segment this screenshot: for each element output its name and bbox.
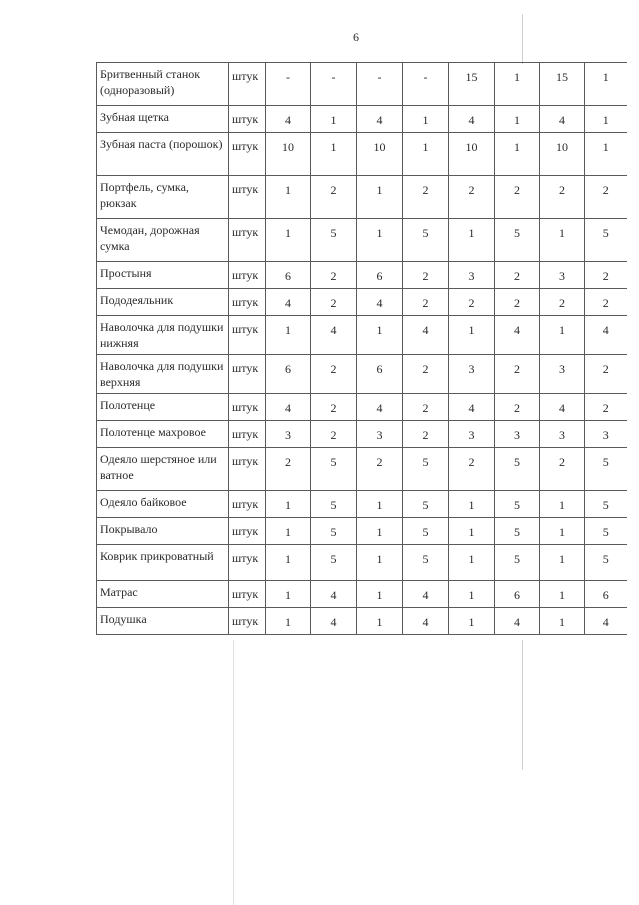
value-cell: 2	[403, 262, 449, 289]
value-cell: 2	[540, 289, 585, 316]
value-cell: 4	[311, 581, 357, 608]
unit-cell: штук	[229, 518, 266, 545]
table-row	[97, 289, 627, 316]
value-cell: 4	[449, 106, 495, 133]
item-name-cell: Портфель, сумка, рюкзак	[97, 176, 229, 219]
value-cell: 2	[495, 289, 540, 316]
unit-cell: штук	[229, 106, 266, 133]
value-cell: 5	[495, 545, 540, 581]
table-row	[97, 133, 627, 176]
value-cell: 5	[311, 448, 357, 491]
value-cell: 1	[449, 608, 495, 635]
value-cell: 2	[311, 355, 357, 394]
value-cell: 5	[403, 448, 449, 491]
value-cell: 1	[540, 219, 585, 262]
table-row	[97, 581, 627, 608]
value-cell: 3	[449, 355, 495, 394]
item-name-cell: Полотенце	[97, 394, 229, 421]
value-cell: 2	[266, 448, 311, 491]
value-cell: 6	[357, 262, 403, 289]
value-cell: 4	[357, 289, 403, 316]
scan-artifact-line	[522, 14, 523, 64]
value-cell: 15	[449, 63, 495, 106]
table-row	[97, 176, 627, 219]
value-cell: 1	[449, 491, 495, 518]
item-name-cell: Полотенце махровое	[97, 421, 229, 448]
value-cell: 10	[449, 133, 495, 176]
value-cell: 1	[449, 545, 495, 581]
value-cell: -	[403, 63, 449, 106]
value-cell: 4	[495, 608, 540, 635]
value-cell: 1	[266, 176, 311, 219]
unit-cell: штук	[229, 355, 266, 394]
value-cell: 1	[495, 63, 540, 106]
value-cell: 3	[540, 355, 585, 394]
value-cell: 5	[311, 219, 357, 262]
value-cell: 1	[540, 581, 585, 608]
value-cell: 2	[311, 394, 357, 421]
item-name-cell: Матрас	[97, 581, 229, 608]
value-cell: 2	[403, 421, 449, 448]
value-cell: 1	[311, 106, 357, 133]
value-cell: 2	[449, 176, 495, 219]
item-name-cell: Пододеяльник	[97, 289, 229, 316]
value-cell: 1	[357, 581, 403, 608]
unit-cell: штук	[229, 219, 266, 262]
value-cell: 2	[357, 448, 403, 491]
value-cell: 1	[449, 316, 495, 355]
item-name-cell: Зубная паста (порошок)	[97, 133, 229, 176]
value-cell: 3	[357, 421, 403, 448]
value-cell: 4	[585, 608, 627, 635]
value-cell: 3	[495, 421, 540, 448]
value-cell: 5	[403, 219, 449, 262]
value-cell: 5	[585, 491, 627, 518]
value-cell: 2	[403, 355, 449, 394]
unit-cell: штук	[229, 316, 266, 355]
value-cell: 5	[403, 491, 449, 518]
value-cell: 6	[266, 355, 311, 394]
value-cell: 1	[585, 106, 627, 133]
table-row	[97, 491, 627, 518]
value-cell: 2	[495, 355, 540, 394]
value-cell: 1	[540, 518, 585, 545]
value-cell: 5	[585, 448, 627, 491]
table-row	[97, 219, 627, 262]
table-row	[97, 448, 627, 491]
value-cell: 4	[311, 316, 357, 355]
value-cell: 15	[540, 63, 585, 106]
item-name-cell: Бритвенный станок (одноразовый)	[97, 63, 229, 106]
value-cell: 1	[585, 133, 627, 176]
value-cell: 5	[311, 518, 357, 545]
unit-cell: штук	[229, 448, 266, 491]
value-cell: 5	[585, 545, 627, 581]
value-cell: 4	[403, 608, 449, 635]
value-cell: 2	[403, 289, 449, 316]
value-cell: 2	[585, 262, 627, 289]
value-cell: 1	[266, 491, 311, 518]
item-name-cell: Наволочка для подушки нижняя	[97, 316, 229, 355]
value-cell: 1	[357, 176, 403, 219]
table-row	[97, 394, 627, 421]
value-cell: 10	[357, 133, 403, 176]
value-cell: 4	[357, 394, 403, 421]
item-name-cell: Зубная щетка	[97, 106, 229, 133]
table-row	[97, 421, 627, 448]
value-cell: 1	[266, 581, 311, 608]
value-cell: 2	[540, 448, 585, 491]
value-cell: 5	[403, 545, 449, 581]
value-cell: 1	[311, 133, 357, 176]
value-cell: 4	[403, 316, 449, 355]
value-cell: 4	[357, 106, 403, 133]
value-cell: 4	[266, 289, 311, 316]
item-name-cell: Одеяло байковое	[97, 491, 229, 518]
item-name-cell: Покрывало	[97, 518, 229, 545]
page-number: 6	[353, 30, 359, 44]
value-cell: 1	[357, 219, 403, 262]
value-cell: 2	[585, 289, 627, 316]
unit-cell: штук	[229, 608, 266, 635]
item-name-cell: Простыня	[97, 262, 229, 289]
value-cell: 5	[311, 491, 357, 518]
value-cell: 1	[540, 491, 585, 518]
value-cell: 1	[449, 219, 495, 262]
value-cell: 1	[495, 133, 540, 176]
value-cell: 3	[266, 421, 311, 448]
value-cell: 6	[495, 581, 540, 608]
value-cell: 1	[585, 63, 627, 106]
value-cell: 1	[357, 491, 403, 518]
unit-cell: штук	[229, 289, 266, 316]
value-cell: 1	[357, 545, 403, 581]
value-cell: 1	[266, 608, 311, 635]
table-row	[97, 262, 627, 289]
value-cell: 4	[403, 581, 449, 608]
value-cell: 2	[495, 176, 540, 219]
value-cell: 2	[585, 355, 627, 394]
unit-cell: штук	[229, 63, 266, 106]
value-cell: 4	[266, 106, 311, 133]
value-cell: -	[357, 63, 403, 106]
unit-cell: штук	[229, 491, 266, 518]
unit-cell: штук	[229, 176, 266, 219]
value-cell: 2	[540, 176, 585, 219]
value-cell: 3	[585, 421, 627, 448]
value-cell: 3	[449, 262, 495, 289]
item-name-cell: Наволочка для подушки верхняя	[97, 355, 229, 394]
value-cell: 10	[266, 133, 311, 176]
value-cell: 5	[585, 518, 627, 545]
value-cell: 1	[266, 219, 311, 262]
value-cell: 4	[311, 608, 357, 635]
value-cell: 3	[449, 421, 495, 448]
value-cell: 1	[266, 545, 311, 581]
item-name-cell: Одеяло шерстяное или ватное	[97, 448, 229, 491]
value-cell: 2	[311, 289, 357, 316]
table-row	[97, 608, 627, 635]
value-cell: 2	[311, 262, 357, 289]
item-name-cell: Коврик прикроватный	[97, 545, 229, 581]
value-cell: 2	[311, 421, 357, 448]
value-cell: 4	[540, 394, 585, 421]
value-cell: 2	[311, 176, 357, 219]
value-cell: 2	[449, 289, 495, 316]
value-cell: 1	[540, 608, 585, 635]
value-cell: 1	[449, 581, 495, 608]
value-cell: 2	[449, 448, 495, 491]
value-cell: 2	[403, 394, 449, 421]
value-cell: 1	[449, 518, 495, 545]
value-cell: 6	[357, 355, 403, 394]
value-cell: 4	[449, 394, 495, 421]
value-cell: 1	[357, 608, 403, 635]
unit-cell: штук	[229, 545, 266, 581]
value-cell: 1	[495, 106, 540, 133]
value-cell: 5	[495, 491, 540, 518]
value-cell: 1	[403, 106, 449, 133]
value-cell: 5	[495, 219, 540, 262]
value-cell: 5	[311, 545, 357, 581]
value-cell: -	[311, 63, 357, 106]
value-cell: 5	[585, 219, 627, 262]
value-cell: 1	[266, 518, 311, 545]
value-cell: 5	[495, 518, 540, 545]
value-cell: 1	[540, 545, 585, 581]
unit-cell: штук	[229, 133, 266, 176]
unit-cell: штук	[229, 262, 266, 289]
value-cell: 4	[266, 394, 311, 421]
value-cell: 6	[266, 262, 311, 289]
table-row	[97, 106, 627, 133]
value-cell: 1	[357, 518, 403, 545]
value-cell: 1	[403, 133, 449, 176]
scan-artifact-line	[522, 640, 523, 770]
supply-norms-table	[96, 62, 627, 635]
value-cell: 5	[403, 518, 449, 545]
value-cell: 2	[585, 176, 627, 219]
value-cell: 2	[495, 262, 540, 289]
value-cell: 3	[540, 421, 585, 448]
value-cell: 2	[585, 394, 627, 421]
table-row	[97, 518, 627, 545]
table-row	[97, 63, 627, 106]
unit-cell: штук	[229, 421, 266, 448]
value-cell: 1	[266, 316, 311, 355]
scan-artifact-line	[233, 640, 234, 905]
value-cell: 5	[495, 448, 540, 491]
value-cell: 6	[585, 581, 627, 608]
unit-cell: штук	[229, 394, 266, 421]
value-cell: 3	[540, 262, 585, 289]
value-cell: 4	[495, 316, 540, 355]
item-name-cell: Чемодан, дорожная сумка	[97, 219, 229, 262]
value-cell: 2	[403, 176, 449, 219]
value-cell: 10	[540, 133, 585, 176]
value-cell: 1	[540, 316, 585, 355]
value-cell: 1	[357, 316, 403, 355]
value-cell: -	[266, 63, 311, 106]
value-cell: 4	[585, 316, 627, 355]
item-name-cell: Подушка	[97, 608, 229, 635]
table-row	[97, 545, 627, 581]
table-row	[97, 355, 627, 394]
unit-cell: штук	[229, 581, 266, 608]
table-row	[97, 316, 627, 355]
value-cell: 4	[540, 106, 585, 133]
value-cell: 2	[495, 394, 540, 421]
